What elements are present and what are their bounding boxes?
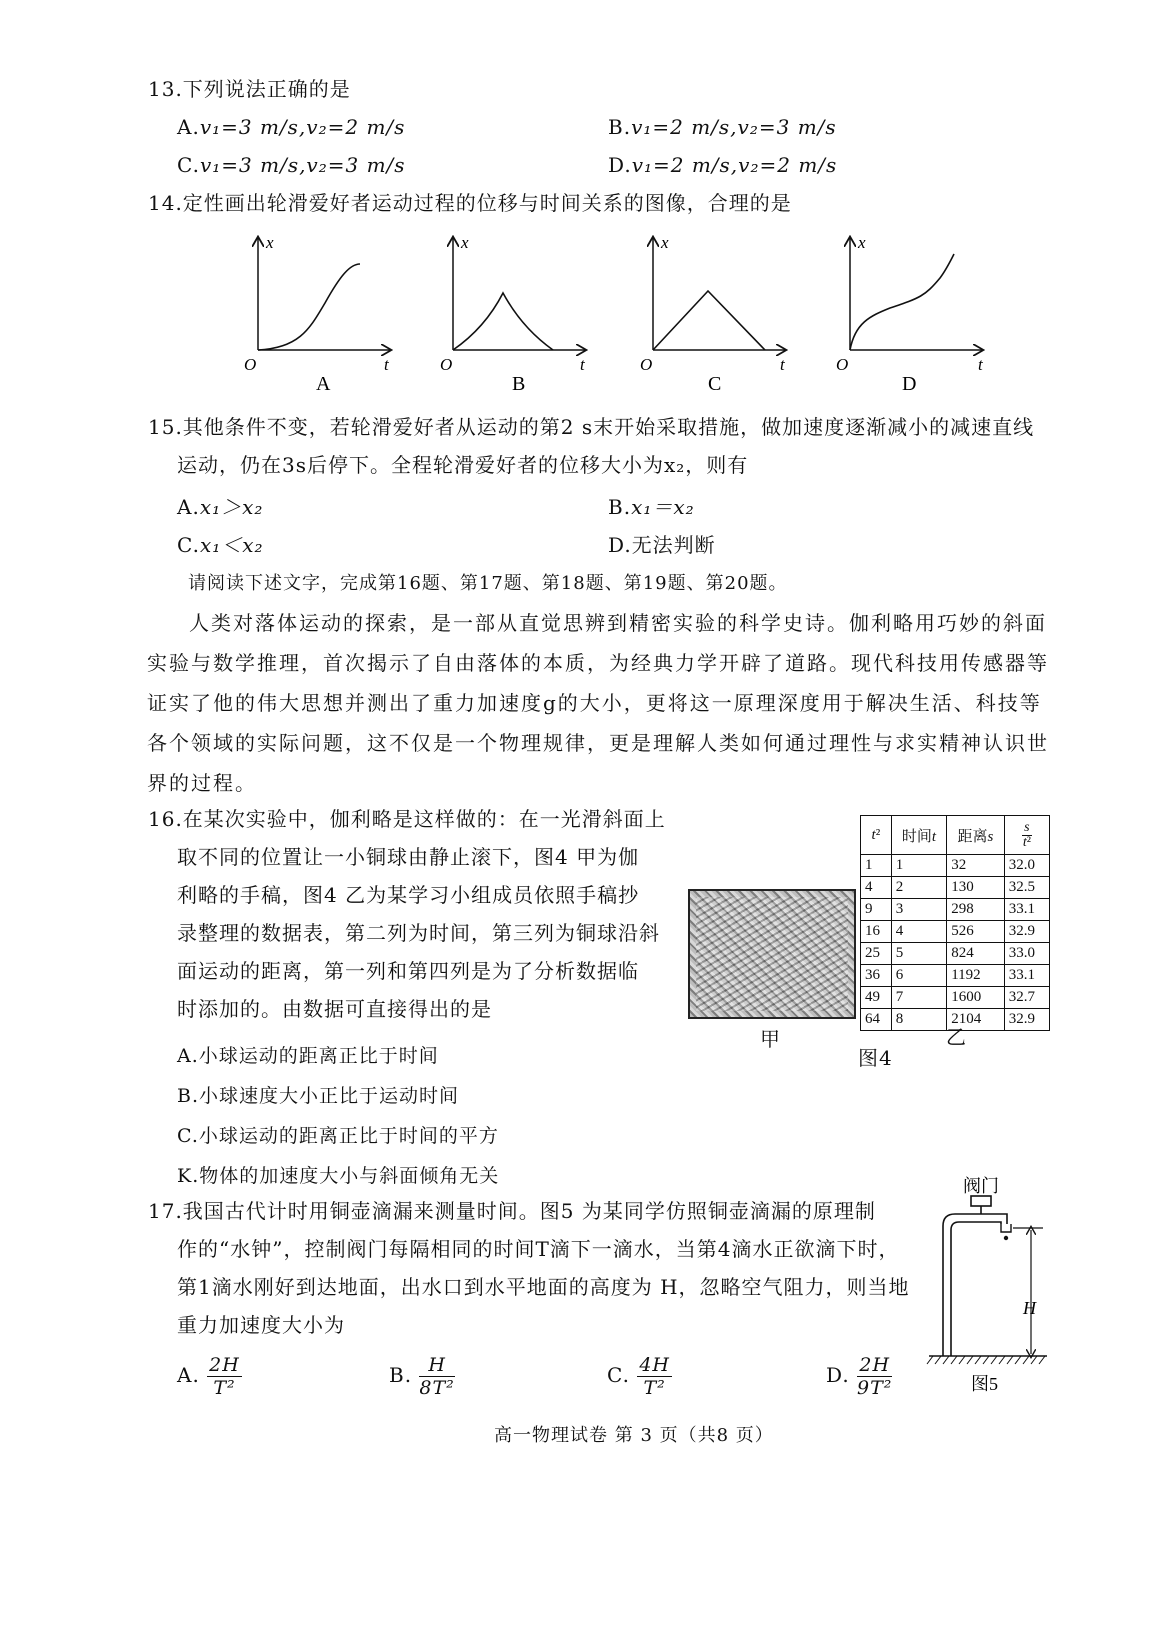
table-cell: 4 <box>861 877 892 899</box>
data-table <box>860 815 1050 1031</box>
table-cell: 36 <box>861 965 892 987</box>
table-header: t² <box>861 816 892 855</box>
q14-graphs <box>230 228 1020 400</box>
q17-option-b: B. $\frac{H}{\text{8T²}}$ <box>389 1354 455 1399</box>
table-row <box>861 899 1050 921</box>
valve-icon <box>971 1196 991 1206</box>
table-cell: 2 <box>891 877 946 899</box>
water-drop-icon <box>1004 1236 1008 1240</box>
table-cell: 64 <box>861 1009 892 1031</box>
graph-c-x-label: t <box>780 355 785 374</box>
graph-d-y-label: x <box>858 233 866 252</box>
graph-c <box>640 233 786 395</box>
table-cell: 5 <box>891 943 946 965</box>
q13-option-d: D.v₁=2 m/s,v₂=2 m/s <box>608 153 838 177</box>
reading-intro: 请阅读下述文字，完成第16题、第17题、第18题、第19题、第20题。 <box>188 573 788 594</box>
table-cell: 2104 <box>947 1009 1005 1031</box>
q15-line2: 运动，仍在3s后停下。全程轮滑爱好者的位移大小为x₂，则有 <box>177 453 749 477</box>
height-label: H <box>1023 1298 1036 1318</box>
reading-passage: 人类对落体运动的探索，是一部从直觉思辨到精密实验的科学史诗。伽利略用巧妙的斜面实验与数学推理，首次揭示了自由落体的本质，为经典力学开辟了道路。现代科技用传感器等证实了他的伟大思想并测出了重力加速度g的大小，更将这一原理深度用于解决生活、科技等各个领域的实际问题，这不仅是一个物理规律，更是理解人类如何通过理性与求实精神认识世界的过程。 <box>147 611 1049 795</box>
figure4-label-jia: 甲 <box>760 1027 781 1051</box>
table-cell: 1192 <box>947 965 1005 987</box>
q17-line: 作的“水钟”，控制阀门每隔相同的时间T滴下一滴水，当第4滴水正欲滴下时， <box>177 1237 900 1261</box>
graph-a-label: A <box>316 373 331 395</box>
table-cell: 32.9 <box>1004 921 1049 943</box>
table-cell: 25 <box>861 943 892 965</box>
q17-option-d: D. $\frac{2H}{\text{9T²}}$ <box>826 1354 893 1399</box>
table-cell: 49 <box>861 987 892 1009</box>
graph-b-y-label: x <box>461 233 469 252</box>
q16-line: 取不同的位置让一小铜球由静止滚下，图4 甲为伽 <box>177 845 640 869</box>
table-cell: 7 <box>891 987 946 1009</box>
q16-option-b: B.小球速度大小正比于运动时间 <box>177 1085 460 1107</box>
table-cell: 526 <box>947 921 1005 943</box>
table-header: 距离s <box>947 816 1005 855</box>
graph-c-origin: O <box>640 355 653 374</box>
table-cell: 32 <box>947 855 1005 877</box>
q17-option-c: C. $\frac{4H}{\text{T²}}$ <box>607 1354 670 1399</box>
graph-b-label: B <box>512 373 526 395</box>
graph-b-origin: O <box>440 355 453 374</box>
table-row <box>861 877 1050 899</box>
q17-option-a: A. $\frac{2H}{\text{T²}}$ <box>177 1354 240 1399</box>
q15-line1: 15.其他条件不变，若轮滑爱好者从运动的第2 s末开始采取措施，做加速度逐渐减小的减速直线 <box>148 415 1035 439</box>
table-row <box>861 943 1050 965</box>
q17-line: 17.我国古代计时用铜壶滴漏来测量时间。图5 为某同学仿照铜壶滴漏的原理制 <box>148 1199 876 1223</box>
table-cell: 3 <box>891 899 946 921</box>
q16-line: 面运动的距离，第一列和第四列是为了分析数据临 <box>177 959 639 983</box>
graph-d <box>836 233 984 395</box>
q16-option-a: A.小球运动的距离正比于时间 <box>177 1045 439 1067</box>
table-cell: 298 <box>947 899 1005 921</box>
q13-option-b: B.v₁=2 m/s,v₂=3 m/s <box>608 115 837 139</box>
q16-line: 时添加的。由数据可直接得出的是 <box>177 997 492 1021</box>
q16-line: 16.在某次实验中，伽利略是这样做的：在一光滑斜面上 <box>148 807 666 831</box>
table-row <box>861 855 1050 877</box>
graph-a-y-label: x <box>266 233 274 252</box>
q17-stem <box>148 1192 910 1344</box>
figure4-caption: 图4 <box>858 1046 893 1070</box>
table-cell: 32.9 <box>1004 1009 1049 1031</box>
q16-options <box>177 1036 499 1196</box>
data-table-container <box>860 815 1050 1031</box>
graph-b <box>440 233 586 395</box>
table-cell: 8 <box>891 1009 946 1031</box>
q15-option-d: D.无法判断 <box>608 533 716 557</box>
table-cell: 16 <box>861 921 892 943</box>
graph-d-x-label: t <box>978 355 983 374</box>
table-row <box>861 965 1050 987</box>
q17-line: 重力加速度大小为 <box>177 1313 345 1337</box>
table-row <box>861 921 1050 943</box>
table-cell: 1 <box>861 855 892 877</box>
table-cell: 32.7 <box>1004 987 1049 1009</box>
graph-c-y-label: x <box>661 233 669 252</box>
graph-b-x-label: t <box>580 355 585 374</box>
graph-a-x-label: t <box>384 355 389 374</box>
graph-d-label: D <box>902 373 917 395</box>
water-clock-figure <box>925 1168 1050 1403</box>
q17-line: 第1滴水刚好到达地面，出水口到水平地面的高度为 H，忽略空气阻力，则当地 <box>177 1275 910 1299</box>
valve-label: 阀门 <box>963 1176 999 1196</box>
q16-line: 录整理的数据表，第二列为时间，第三列为铜球沿斜 <box>177 921 660 945</box>
table-cell: 33.1 <box>1004 899 1049 921</box>
q14-stem: 14.定性画出轮滑爱好者运动过程的位移与时间关系的图像，合理的是 <box>148 191 792 215</box>
q13-option-a: A.v₁=3 m/s,v₂=2 m/s <box>177 115 406 139</box>
q16-stem <box>148 800 666 1028</box>
q15-option-c: C.x₁＜x₂ <box>177 533 264 557</box>
q15-option-b: B.x₁＝x₂ <box>608 495 695 519</box>
page-footer: 高一物理试卷 第 3 页（共8 页） <box>494 1425 774 1446</box>
table-cell: 33.1 <box>1004 965 1049 987</box>
q13-option-c: C.v₁=3 m/s,v₂=3 m/s <box>177 153 406 177</box>
table-cell: 32.0 <box>1004 855 1049 877</box>
manuscript-image <box>688 889 856 1019</box>
figure4-label-yi: 乙 <box>946 1025 967 1049</box>
table-row <box>861 987 1050 1009</box>
figure5-caption: 图5 <box>971 1374 998 1394</box>
table-header: 时间t <box>891 816 946 855</box>
q16-option-c: C.小球运动的距离正比于时间的平方 <box>177 1125 499 1147</box>
graph-a <box>244 233 390 395</box>
table-cell: 130 <box>947 877 1005 899</box>
q16-option-k: K.物体的加速度大小与斜面倾角无关 <box>177 1165 500 1187</box>
table-cell: 4 <box>891 921 946 943</box>
table-cell: 32.5 <box>1004 877 1049 899</box>
table-cell: 1600 <box>947 987 1005 1009</box>
graph-a-origin: O <box>244 355 257 374</box>
table-cell: 824 <box>947 943 1005 965</box>
table-header: $\frac{s}{\text{t²}}$ <box>1004 816 1049 855</box>
graph-d-origin: O <box>836 355 849 374</box>
table-cell: 6 <box>891 965 946 987</box>
table-header-row <box>861 816 1050 855</box>
q16-line: 利略的手稿，图4 乙为某学习小组成员依照手稿抄 <box>177 883 640 907</box>
graph-c-label: C <box>708 373 722 395</box>
table-cell: 9 <box>861 899 892 921</box>
table-cell: 1 <box>891 855 946 877</box>
table-cell: 33.0 <box>1004 943 1049 965</box>
q15-option-a: A.x₁＞x₂ <box>177 495 264 519</box>
q13-stem: 13.下列说法正确的是 <box>148 77 351 101</box>
